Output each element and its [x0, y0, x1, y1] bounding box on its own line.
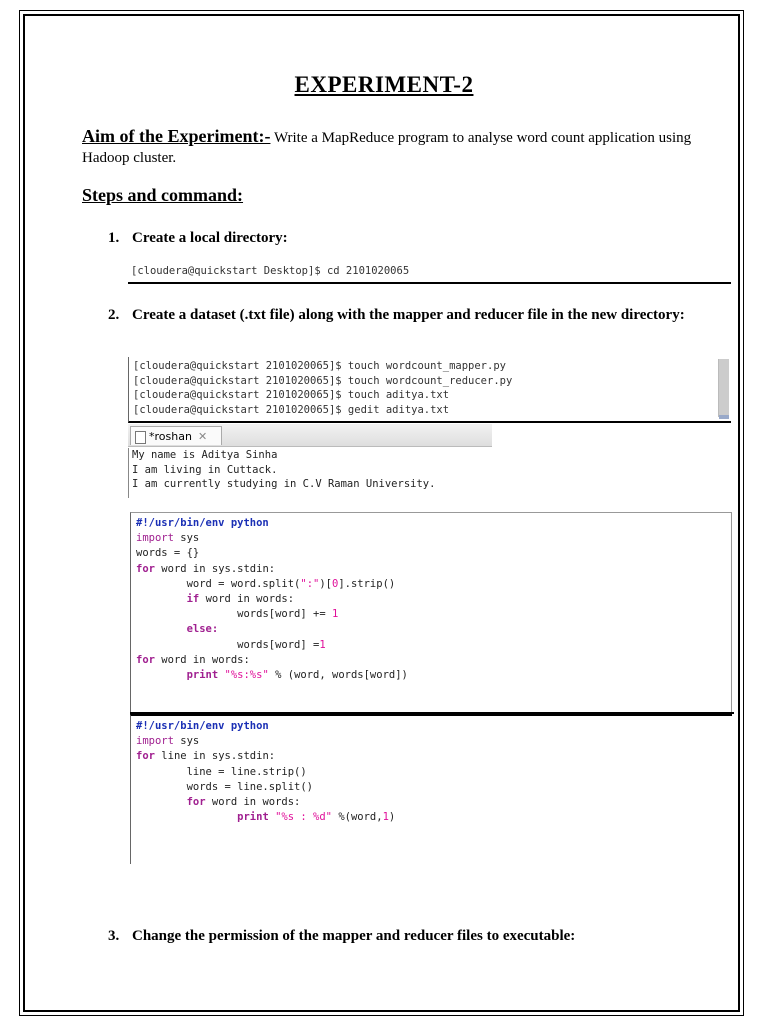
- code-keyword: for: [136, 653, 155, 666]
- gedit-screenshot: [128, 424, 492, 498]
- terminal-screenshot-cd: [128, 262, 731, 284]
- code-text: words[word] =: [237, 638, 320, 651]
- code-string: "%s : %d": [275, 811, 332, 824]
- code-text: word in words:: [205, 593, 295, 606]
- step-number: 3.: [108, 928, 120, 944]
- gedit-tab: [130, 426, 222, 445]
- terminal-line: [cloudera@quickstart 2101020065]$ gedit aditya.txt: [133, 403, 450, 416]
- code-text: words = {}: [136, 547, 200, 560]
- code-keyword: for: [136, 562, 155, 575]
- terminal-line: [cloudera@quickstart 2101020065]$ touch wordcount_reducer.py: [133, 374, 513, 387]
- step-text: Change the permission of the mapper and reducer files to executable:: [132, 928, 576, 944]
- code-text: )[: [319, 577, 332, 590]
- code-text: %(word,: [332, 811, 383, 824]
- code-text: sys: [180, 532, 200, 545]
- terminal-line: [cloudera@quickstart Desktop]$ cd 2101020065: [131, 265, 410, 277]
- mapper-code-screenshot: [130, 512, 732, 712]
- aim-text: Write a MapReduce program to analyse word count application using Hadoop cluster.: [82, 130, 692, 166]
- code-shebang: #!/usr/bin/env python: [136, 720, 269, 732]
- code-keyword: import: [136, 532, 174, 545]
- text-line: I am currently studying in C.V Raman University.: [132, 478, 436, 490]
- code-keyword: else:: [186, 623, 219, 636]
- step-number: 2.: [108, 307, 120, 323]
- step-2: [108, 305, 708, 325]
- step-text: Create a dataset (.txt file) along with the mapper and reducer file in the new directory:: [132, 307, 685, 323]
- code-text: word in words:: [161, 653, 250, 666]
- aim-paragraph: [82, 126, 692, 168]
- step-text: Create a local directory:: [132, 230, 288, 246]
- code-keyword: for: [136, 750, 155, 763]
- text-line: My name is Aditya Sinha: [132, 449, 278, 461]
- code-shebang: #!/usr/bin/env python: [136, 517, 269, 529]
- scrollbar: [718, 359, 729, 417]
- code-keyword: print: [237, 811, 269, 824]
- code-keyword: import: [136, 735, 174, 748]
- code-number: 1: [319, 638, 326, 651]
- code-text: sys: [180, 735, 200, 748]
- code-text: % (word, words[word]): [268, 669, 408, 682]
- gedit-tab-label: *roshan: [149, 430, 192, 443]
- document-title: EXPERIMENT-2: [294, 72, 474, 97]
- code-text: word = word.split(: [186, 577, 301, 590]
- code-number: 0: [332, 577, 339, 590]
- code-text: ].strip(): [338, 577, 396, 590]
- text-line: I am living in Cuttack.: [132, 463, 278, 476]
- code-number: 1: [382, 811, 389, 824]
- code-text: line in sys.stdin:: [161, 750, 276, 763]
- document-icon: [135, 431, 146, 444]
- gedit-tab-bar: [128, 424, 492, 447]
- close-icon: ✕: [197, 430, 208, 443]
- code-text: words = line.split(): [186, 780, 314, 793]
- code-text: words[word] +=: [237, 608, 332, 621]
- code-text: ): [388, 811, 396, 824]
- code-number: 1: [331, 608, 339, 621]
- code-text: word in words:: [211, 796, 301, 809]
- gedit-text-area: [128, 448, 492, 498]
- code-text: word in sys.stdin:: [161, 562, 276, 575]
- code-keyword: print: [186, 669, 219, 682]
- terminal-line: [cloudera@quickstart 2101020065]$ touch aditya.txt: [133, 389, 450, 401]
- step-1: [108, 228, 288, 248]
- code-keyword: if: [186, 593, 200, 606]
- code-string: ":": [300, 577, 320, 590]
- scrollbar-base: [719, 415, 729, 419]
- code-string: "%s:%s": [224, 669, 269, 682]
- steps-heading: Steps and command:: [82, 185, 244, 205]
- terminal-line: [cloudera@quickstart 2101020065]$ touch wordcount_mapper.py: [133, 360, 506, 372]
- code-keyword: for: [186, 796, 206, 809]
- reducer-code-screenshot: [130, 714, 732, 864]
- aim-label: Aim of the Experiment:-: [82, 126, 271, 146]
- code-text: line = line.strip(): [186, 765, 307, 778]
- terminal-screenshot-touch: [128, 357, 731, 423]
- step-number: 1.: [108, 230, 120, 246]
- step-3: [108, 926, 575, 946]
